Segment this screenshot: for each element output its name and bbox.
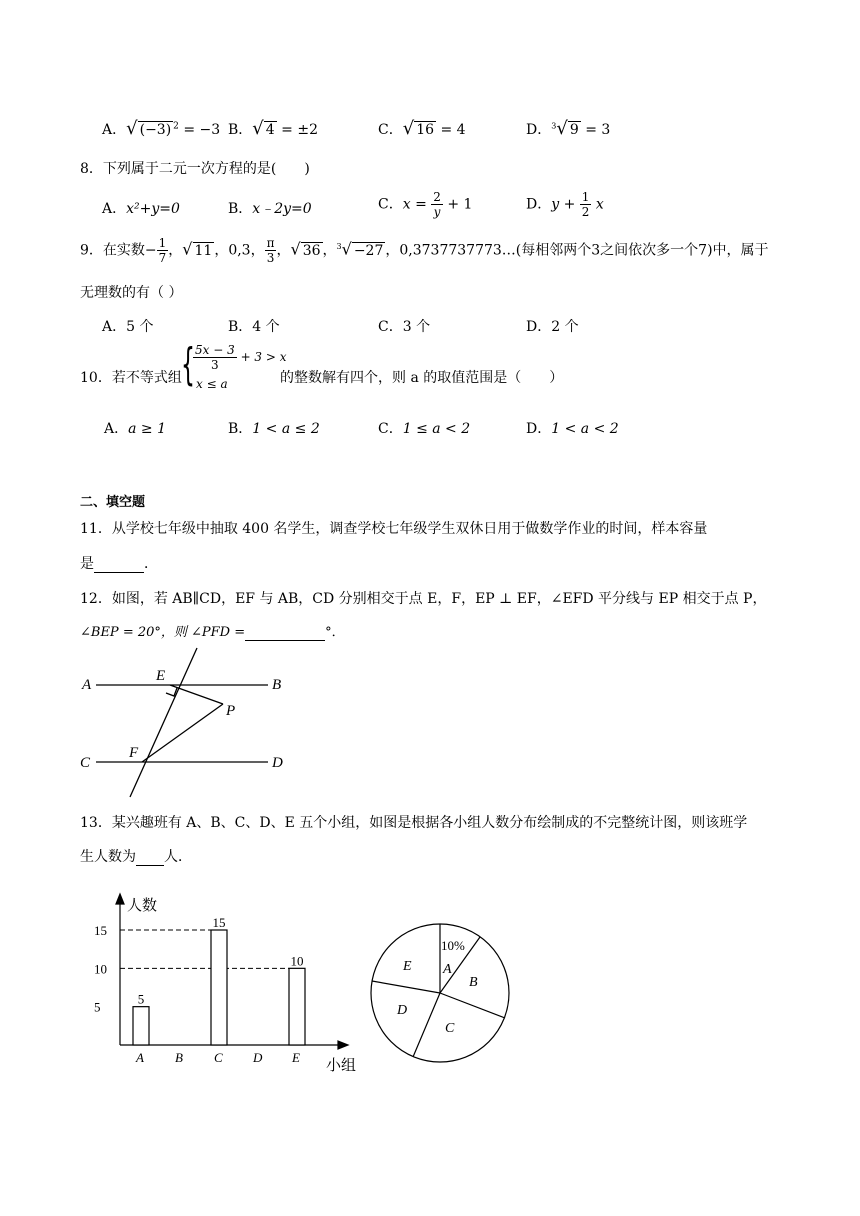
bar [211, 930, 227, 1045]
q7-option-c: C．√ 16 = 4 [378, 118, 466, 139]
slice-border-bc [440, 993, 505, 1018]
pie-label-a: A [443, 962, 452, 977]
y-tick-label: 5 [94, 999, 101, 1015]
bar-chart [90, 890, 370, 1080]
segment-fp [142, 704, 223, 762]
label-d: D [272, 755, 283, 771]
q11-stem-line2: 是 ． [80, 556, 158, 572]
pie-label-b: B [469, 975, 478, 990]
q11-stem: 11．从学校七年级中抽取 400 名学生，调查学校七年级学生双休日用于做数学作业的时间，样本容量 [80, 521, 708, 537]
answer-blank[interactable] [245, 625, 325, 641]
q9-option-c: C．3 个 [378, 319, 431, 335]
label-f: F [129, 745, 139, 761]
q12-stem: 12．如图，若 AB∥CD，EF 与 AB，CD 分别相交于点 E，F，EP ⊥ EF，∠EFD 平分线与 EP 相交于点 P， [80, 591, 767, 607]
pie-label-e: E [403, 959, 412, 974]
q10-option-b: B．1 < a ≤ 2 [228, 421, 320, 437]
q8-option-d: D．y + $\frac{1}{2}$ x [526, 190, 604, 219]
answer-blank[interactable] [136, 849, 164, 866]
q12-stem-line2: ∠BEP = 20°，则 ∠PFD = °． [80, 625, 345, 640]
q8-option-b: B．x﹣2y=0 [228, 201, 312, 217]
label-c: C [80, 755, 91, 771]
parallel-lines-figure [70, 645, 300, 800]
q9-option-d: D．2 个 [526, 319, 579, 335]
label-p: P [226, 703, 236, 719]
y-axis-title: 人数 [127, 898, 158, 914]
q10-stem: 10．若不等式组 { $\frac{5x - 3}{3}$ + 3 > x x ≤ a 的整数解有四个，则 a 的取值范围是（ ） [80, 339, 564, 391]
q7-option-a: A．√ (−3) $^2$ = −3 [102, 118, 221, 139]
q13-stem-line2: 生人数为 人． [80, 849, 192, 865]
q8-stem: 8．下列属于二元一次方程的是( ) [80, 161, 310, 177]
section-title: 二、填空题 [80, 495, 146, 510]
slice-border-de [372, 981, 440, 993]
x-axis-title: 小组 [326, 1058, 357, 1074]
q13-stem: 13．某兴趣班有 A、B、C、D、E 五个小组，如图是根据各小组人数分布绘制成的不完整统计图，则该班学 [80, 815, 748, 831]
q9-stem-line2: 无理数的有（ ） [80, 285, 183, 301]
label-a: A [82, 677, 92, 693]
y-axis-arrow [116, 894, 124, 904]
label-e: E [156, 668, 166, 684]
q10-inequality-1: $\frac{5x - 3}{3}$ + 3 > x [195, 343, 287, 372]
pie-label-c: C [445, 1021, 455, 1036]
bar [289, 968, 305, 1045]
pie-label-d: D [397, 1003, 408, 1018]
label-b: B [272, 677, 282, 693]
q10-option-a: A．a ≥ 1 [104, 421, 167, 437]
x-tick-label: D [253, 1050, 263, 1065]
q7-option-d: D．$^3$√ 9 = 3 [526, 118, 611, 139]
q10-inequality-2: x ≤ a [196, 377, 228, 391]
q10-option-d: D．1 < a < 2 [526, 421, 619, 437]
pie-chart [365, 918, 515, 1068]
q9-option-a: A．5 个 [102, 319, 154, 335]
x-axis-arrow [338, 1041, 348, 1049]
bar-value-label: 15 [212, 915, 226, 930]
x-tick-label: A [136, 1050, 144, 1065]
q10-brace: { [181, 339, 195, 390]
q9-stem: 9．在实数− $\frac{1}{7}$ ，√ 11 ，0,3， $\frac{\pi}{3}$ ，√ 36 ，$^3$√ −27 ，0,3737737773…(每相邻两个3之间依次多一个7)中，属于 [80, 236, 769, 265]
bar-value-label: 10 [290, 953, 304, 969]
q7-option-b: B．√ 4 = ±2 [228, 118, 318, 139]
q9-option-b: B．4 个 [228, 319, 280, 335]
x-tick-label: B [175, 1050, 183, 1065]
q8-options [102, 190, 702, 226]
slice-border-cd [413, 993, 440, 1057]
bar-value-label: 5 [137, 991, 145, 1007]
q8-option-a: A．x²+y=0 [102, 201, 180, 217]
q10-option-c: C．1 ≤ a < 2 [378, 421, 471, 437]
y-tick-label: 15 [94, 923, 107, 938]
pie-annotation-a: 10% [441, 938, 465, 953]
x-tick-label: E [292, 1050, 300, 1065]
bar [133, 1007, 149, 1045]
segment-ep [170, 685, 223, 704]
x-tick-label: C [214, 1050, 223, 1065]
answer-blank[interactable] [94, 556, 144, 573]
y-tick-label: 10 [94, 961, 107, 977]
q8-option-c: C．x = $\frac{2}{y}$ + 1 [378, 190, 473, 219]
